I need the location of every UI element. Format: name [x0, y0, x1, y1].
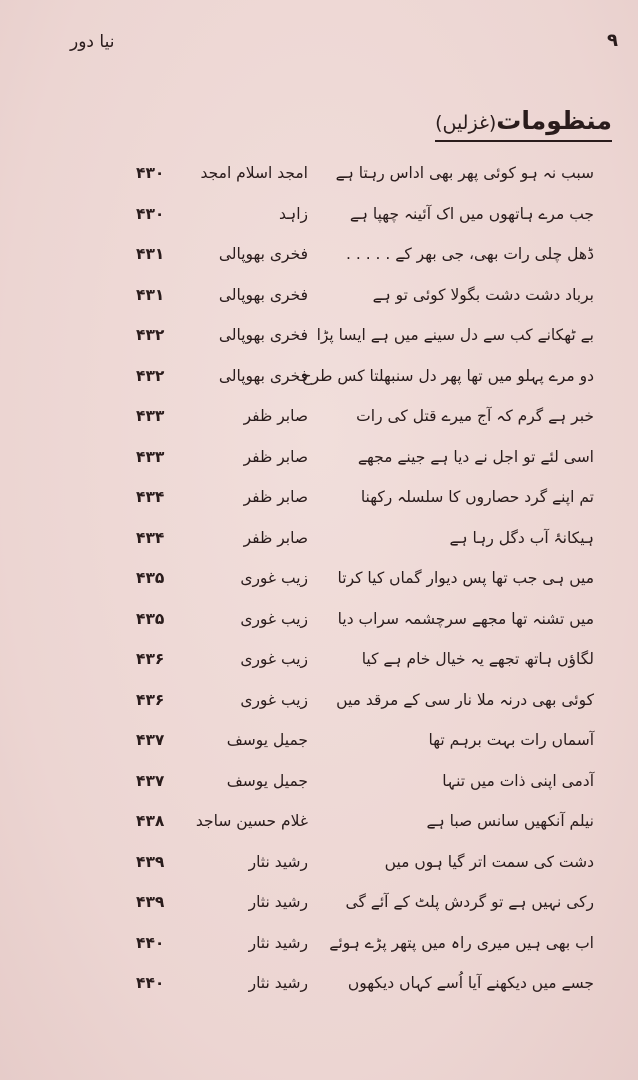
poem-title: آدمی اپنی ذات میں تنہا [442, 771, 594, 790]
list-item [0, 968, 638, 1009]
page-ref: ۴۳۶ [136, 650, 165, 668]
poet-name: فخری بھوپالی [218, 366, 308, 385]
poet-name: فخری بھوپالی [218, 245, 308, 263]
poem-title: سبب نہ ہو کوئی پھر بھی اداس رہتا ہے [335, 164, 594, 182]
page-ref: ۴۳۴ [136, 488, 165, 506]
list-item [0, 361, 638, 402]
list-item [0, 644, 638, 685]
list-item [0, 563, 638, 604]
poem-title: بے ٹھکانے کب سے دل سینے میں ہے ایسا پڑا [316, 326, 594, 344]
section-subtitle: (غزلیں) [435, 112, 497, 134]
list-item [0, 199, 638, 240]
poet-name: صابر ظفر [243, 447, 308, 466]
poet-name: رشید نثار [248, 893, 308, 911]
list-item [0, 158, 638, 199]
poet-name: فخری بھوپالی [218, 285, 308, 304]
list-item [0, 685, 638, 726]
poem-title: ڈھل چلی رات بھی، جی بھر کے . . . . . [345, 245, 594, 263]
poem-title: اسی لئے تو اجل نے دیا ہے جینے مجھے [357, 447, 594, 466]
poet-name: جمیل یوسف [226, 731, 308, 749]
page-ref: ۴۳۰ [136, 204, 165, 223]
poet-name: صابر ظفر [243, 488, 308, 506]
section-heading [435, 106, 612, 142]
poem-title: میں تشنہ تھا مجھے سرچشمہ سراب دیا [337, 609, 594, 628]
page-ref: ۴۳۰ [136, 164, 165, 182]
poem-title: خبر ہے گرم کہ آج میرے قتل کی رات [356, 407, 594, 425]
poet-name: زیب غوری [240, 690, 308, 709]
list-item [0, 401, 638, 442]
poet-name: زیب غوری [240, 569, 308, 587]
poet-name: رشید نثار [248, 974, 308, 992]
list-item [0, 523, 638, 564]
poet-name: رشید نثار [248, 933, 308, 952]
poet-name: صابر ظفر [243, 407, 308, 425]
poem-title: آسماں رات بہت برہم تھا [428, 731, 594, 749]
poet-name: زاہد [278, 204, 308, 223]
list-item [0, 806, 638, 847]
poem-title: لگاؤں ہاتھ تجھے یہ خیال خام ہے کیا [361, 650, 594, 668]
section-title: منظومات [496, 106, 612, 135]
poem-title: اب بھی ہیں میری راہ میں پتھر پڑے ہوئے [329, 933, 594, 952]
list-item [0, 887, 638, 928]
page-ref: ۴۳۲ [136, 366, 165, 385]
poet-name: غلام حسین ساجد [195, 812, 308, 830]
page-ref: ۴۳۳ [136, 447, 165, 466]
poem-title: دو مرے پہلو میں تھا پھر دل سنبھلتا کس طرح [301, 366, 594, 385]
list-item [0, 604, 638, 645]
poem-title: ہیکانۂ آب دگل رہا ہے [449, 528, 594, 547]
page-ref: ۴۳۱ [136, 285, 165, 304]
list-item [0, 482, 638, 523]
list-item [0, 280, 638, 321]
page-ref: ۴۳۵ [136, 569, 165, 587]
poem-title: برباد دشت دشت بگولا کوئی تو ہے [372, 285, 594, 304]
list-item [0, 442, 638, 483]
poet-name: زیب غوری [240, 650, 308, 668]
page-ref: ۴۳۳ [136, 407, 165, 425]
page-ref: ۴۳۱ [136, 245, 165, 263]
poet-name: جمیل یوسف [226, 771, 308, 790]
poem-title: جب مرے ہاتھوں میں اک آئینہ چھپا ہے [349, 204, 594, 223]
poem-title: دشت کی سمت اتر گیا ہوں میں [384, 852, 594, 871]
poet-name: زیب غوری [240, 609, 308, 628]
page-ref: ۴۳۷ [136, 771, 165, 790]
page-ref: ۴۳۵ [136, 609, 165, 628]
list-item [0, 928, 638, 969]
page-ref: ۴۴۰ [136, 933, 165, 952]
contents-list [0, 158, 638, 1009]
page-ref: ۴۳۴ [136, 528, 165, 547]
list-item [0, 320, 638, 361]
poet-name: رشید نثار [248, 852, 308, 871]
poem-title: جسے میں دیکھنے آیا اُسے کہاں دیکھوں [347, 974, 594, 992]
page-ref: ۴۳۹ [136, 893, 165, 911]
list-item [0, 847, 638, 888]
poet-name: امجد اسلام امجد [200, 164, 308, 182]
list-item [0, 766, 638, 807]
poem-title: تم اپنے گرد حصاروں کا سلسلہ رکھنا [360, 488, 594, 506]
page-ref: ۴۳۸ [136, 812, 165, 830]
poet-name: صابر ظفر [243, 528, 308, 547]
page-number: ۹ [607, 30, 618, 51]
poet-name: فخری بھوپالی [218, 326, 308, 344]
list-item [0, 239, 638, 280]
page-ref: ۴۴۰ [136, 974, 165, 992]
poem-title: رکی نہیں ہے تو گردش پلٹ کے آئے گی [345, 893, 594, 911]
page-ref: ۴۳۹ [136, 852, 165, 871]
page-ref: ۴۳۶ [136, 690, 165, 709]
poem-title: کوئی بھی درنہ ملا نار سی کے مرقد میں [336, 690, 594, 709]
page-ref: ۴۳۷ [136, 731, 165, 749]
poem-title: میں ہی جب تھا پس دیوار گماں کیا کرتا [337, 569, 594, 587]
list-item [0, 725, 638, 766]
page-ref: ۴۳۲ [136, 326, 165, 344]
poem-title: نیلم آنکھیں سانس صبا ہے [426, 812, 594, 830]
journal-name: نیا دور [70, 32, 115, 52]
